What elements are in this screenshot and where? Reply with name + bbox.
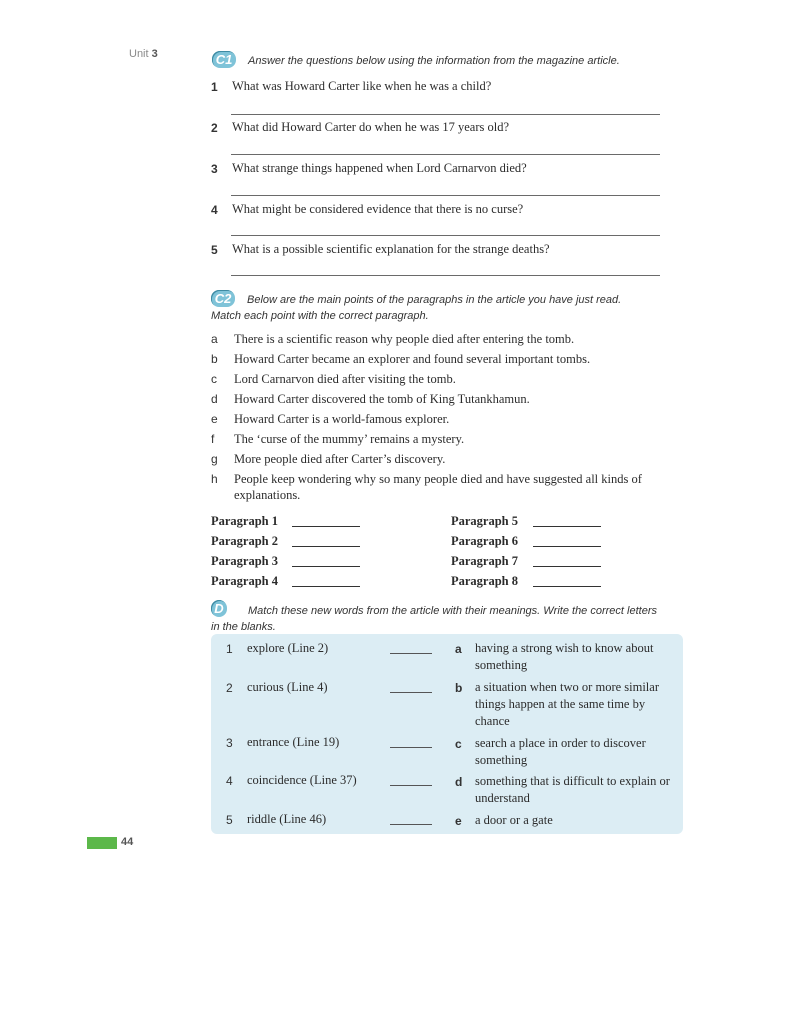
question-number: 2 — [211, 121, 218, 135]
c2-instruction-line1: Below are the main points of the paragraphs in the article you have just read. — [247, 294, 622, 306]
c1-badge: C1 — [212, 51, 236, 68]
point-text: More people died after Carter’s discovery. — [234, 452, 446, 466]
meaning-letter: c — [455, 737, 462, 751]
point-text: Howard Carter became an explorer and found several important tombs. — [234, 352, 591, 366]
word-blank-5[interactable] — [390, 824, 432, 825]
word-blank-2[interactable] — [390, 692, 432, 693]
word-number: 1 — [226, 642, 233, 656]
d-badge: D — [211, 600, 227, 617]
paragraph-blank-5[interactable] — [533, 526, 601, 527]
paragraph-blank-4[interactable] — [292, 586, 360, 587]
paragraph-label: Paragraph 8 — [451, 574, 519, 588]
question-text: What is a possible scientific explanation for the strange deaths? — [232, 242, 550, 256]
paragraph-label: Paragraph 6 — [451, 534, 519, 548]
question-text: What did Howard Carter do when he was 17 years old? — [232, 120, 509, 134]
point-letter: a — [211, 332, 218, 346]
word-text: explore (Line 2) — [247, 641, 329, 655]
question-text: What strange things happened when Lord Carnarvon died? — [232, 161, 527, 175]
paragraph-label: Paragraph 7 — [451, 554, 519, 568]
section-c1-heading — [212, 51, 236, 69]
c2-instruction-line2: Match each point with the correct paragraph. — [211, 310, 429, 322]
point-letter: e — [211, 412, 218, 426]
paragraph-label: Paragraph 5 — [451, 514, 519, 528]
word-number: 3 — [226, 736, 233, 750]
point-text: People keep wondering why so many people died and have suggested all kinds of explanations. — [234, 472, 642, 502]
meaning-letter: d — [455, 775, 463, 789]
question-number: 1 — [211, 80, 218, 94]
point-text: The ‘curse of the mummy’ remains a mystery. — [234, 432, 465, 446]
word-number: 5 — [226, 813, 233, 827]
d-instruction-line2: in the blanks. — [211, 621, 276, 633]
answer-line-3[interactable] — [231, 195, 660, 196]
word-blank-1[interactable] — [390, 653, 432, 654]
section-d-heading — [211, 600, 227, 618]
paragraph-label: Paragraph 2 — [211, 534, 279, 548]
question-text: What might be considered evidence that there is no curse? — [232, 202, 524, 216]
paragraph-label: Paragraph 4 — [211, 574, 279, 588]
question-number: 3 — [211, 162, 218, 176]
point-letter: f — [211, 432, 215, 446]
c2-badge: C2 — [211, 290, 235, 307]
question-text: What was Howard Carter like when he was a child? — [232, 79, 492, 93]
word-blank-4[interactable] — [390, 785, 432, 786]
point-text: Howard Carter is a world-famous explorer. — [234, 412, 450, 426]
unit-word: Unit — [129, 48, 149, 60]
word-number: 4 — [226, 774, 233, 788]
paragraph-label: Paragraph 3 — [211, 554, 279, 568]
meaning-letter: a — [455, 642, 462, 656]
point-letter: h — [211, 472, 218, 486]
paragraph-blank-3[interactable] — [292, 566, 360, 567]
meaning-text: something that is difficult to explain or understand — [475, 774, 670, 805]
paragraph-blank-6[interactable] — [533, 546, 601, 547]
d-instruction-line1: Match these new words from the article with their meanings. Write the correct letters — [248, 605, 657, 617]
paragraph-blank-1[interactable] — [292, 526, 360, 527]
word-text: coincidence (Line 37) — [247, 773, 357, 787]
question-number: 4 — [211, 203, 218, 217]
meaning-text: a situation when two or more similar things happen at the same time by chance — [475, 680, 659, 728]
answer-line-4[interactable] — [231, 235, 660, 236]
point-text: There is a scientific reason why people died after entering the tomb. — [234, 332, 575, 346]
word-text: curious (Line 4) — [247, 680, 328, 694]
word-text: riddle (Line 46) — [247, 812, 327, 826]
unit-label — [129, 48, 158, 60]
section-c2-heading — [211, 290, 235, 308]
word-blank-3[interactable] — [390, 747, 432, 748]
point-text: Lord Carnarvon died after visiting the tomb. — [234, 372, 456, 386]
point-letter: c — [211, 372, 217, 386]
paragraph-blank-2[interactable] — [292, 546, 360, 547]
answer-line-2[interactable] — [231, 154, 660, 155]
unit-number: 3 — [151, 48, 158, 60]
point-letter: d — [211, 392, 218, 406]
answer-line-1[interactable] — [231, 114, 660, 115]
point-text: Howard Carter discovered the tomb of King Tutankhamun. — [234, 392, 530, 406]
paragraph-blank-8[interactable] — [533, 586, 601, 587]
meaning-text: a door or a gate — [475, 813, 553, 827]
meaning-letter: b — [455, 681, 463, 695]
question-number: 5 — [211, 243, 218, 257]
page-number-bar — [87, 837, 117, 849]
meaning-letter: e — [455, 814, 462, 828]
paragraph-blank-7[interactable] — [533, 566, 601, 567]
page-number: 44 — [121, 836, 134, 848]
point-letter: b — [211, 352, 218, 366]
word-number: 2 — [226, 681, 233, 695]
point-letter: g — [211, 452, 218, 466]
meaning-text: having a strong wish to know about something — [475, 641, 654, 672]
paragraph-label: Paragraph 1 — [211, 514, 279, 528]
c1-instruction: Answer the questions below using the information from the magazine article. — [248, 55, 620, 67]
answer-line-5[interactable] — [231, 275, 660, 276]
word-text: entrance (Line 19) — [247, 735, 340, 749]
meaning-text: search a place in order to discover something — [475, 736, 646, 767]
